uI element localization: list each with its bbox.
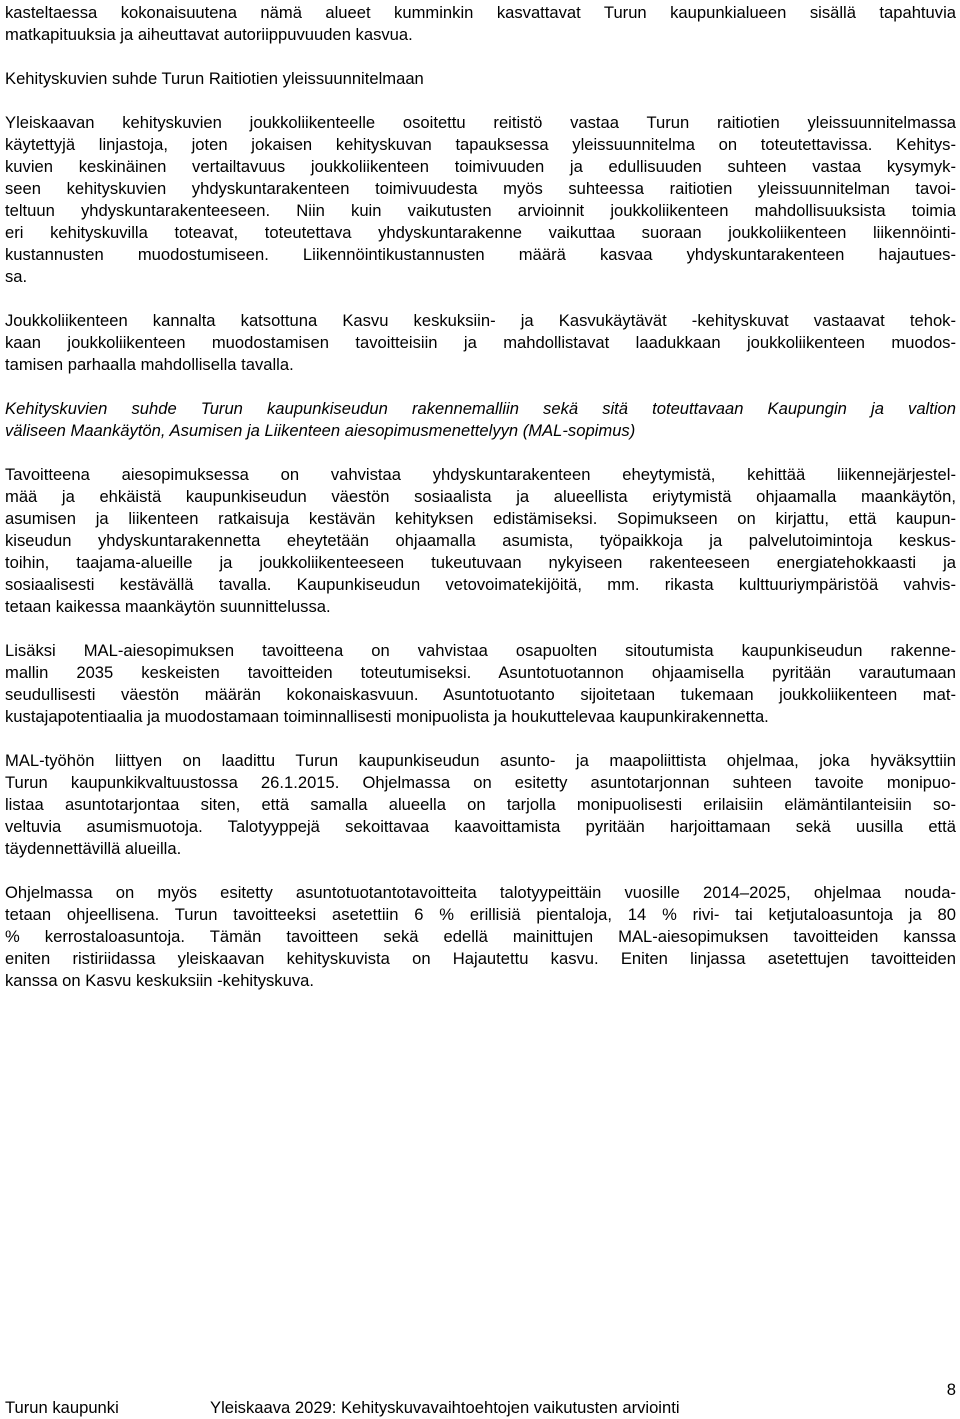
paragraph [5,112,956,288]
text-line: seen kehityskuvien yhdyskuntarakenteen toimivuudesta myös suhteessa raitiotien yleissuunnitelman tavoi- [5,179,956,198]
document-body [5,2,956,992]
text-line: Kehityskuvien suhde Turun kaupunkiseudun rakennemalliin sekä sitä toteuttavaan Kaupungin ja valtion [5,399,956,418]
text-line: veltuvia asumismuotoja. Talotyyppejä sekoittavaa kaavoittamista pyritään harjoittamaan sekä uusilla että [5,817,956,836]
text-line: mallin 2035 keskeisten tavoitteiden toteutumiseksi. Asuntotuotannon ohjaamisella pyritään varautumaan [5,663,956,682]
paragraph [5,882,956,992]
text-line: Yleiskaavan kehityskuvien joukkoliikenteelle osoitettu reitistö vastaa Turun raitiotien yleissuunnitelmassa [5,113,956,132]
text-line: sosiaalisesti kestävällä tavalla. Kaupunkiseudun vetovoimatekijöitä, mm. rikasta kulttuuriympäristöä vahvis- [5,575,956,594]
page-footer [5,1380,956,1419]
text-line: tamisen parhaalla mahdollisella tavalla. [5,355,294,374]
text-line: kanssa on Kasvu keskuksiin -kehityskuva. [5,971,314,990]
text-line: tetaan kaikessa maankäytön suunnittelussa. [5,597,331,616]
text-line: asumisen ja liikenteen ratkaisuja kestävän kehityksen edistämiseksi. Sopimukseen on kirjattu, että kaupun- [5,509,956,528]
paragraph-gap [5,46,956,68]
text-line: MAL-työhön liittyen on laadittu Turun kaupunkiseudun asunto- ja maapoliittista ohjelmaa, joka hyväksyttiin [5,751,956,770]
text-line: kustannusten muodostumiseen. Liikennöintikustannusten määrä kasvaa yhdyskuntarakenteen hajautues- [5,245,956,264]
text-line: matkapituuksia ja aiheuttavat autoriippuvuuden kasvua. [5,25,413,44]
text-line: väliseen Maankäytön, Asumisen ja Liikenteen aiesopimusmenettelyyn (MAL-sopimus) [5,421,636,440]
section-heading [5,68,956,90]
text-line: seudullisesti väestön määrän kokonaiskasvuun. Asuntotuotanto sijoitetaan tukemaan joukkoliikenteen mat- [5,685,956,704]
text-line: teltuun yhdyskuntarakenteeseen. Niin kuin vaikutusten arvioinnit joukkoliikenteen mahdollisuuksista toimia [5,201,956,220]
text-line: Kehityskuvien suhde Turun Raitiotien yleissuunnitelmaan [5,69,424,88]
text-line: Turun kaupunkikvaltuustossa 26.1.2015. Ohjelmassa on esitetty asuntotarjonnan suhteen tavoite monipuo- [5,773,956,792]
text-line: listaa asuntotarjontaa siten, että samalla alueella on tarjolla monipuolisesti erilaisiin elämäntilanteisiin so- [5,795,956,814]
text-line: sa. [5,267,28,286]
paragraph-gap [5,376,956,398]
paragraph [5,310,956,376]
paragraph-gap [5,860,956,882]
paragraph-gap [5,728,956,750]
paragraph-gap [5,442,956,464]
text-line: kuvien keskinäinen vertailtavuus joukkoliikenteen toimivuuden ja edullisuuden suhteen vastaa kysymyk- [5,157,956,176]
text-line: kustajapotentiaalia ja muodostamaan toiminnallisesti monipuolista ja houkuttelevaa kaupunkirakennetta. [5,707,769,726]
text-line: Lisäksi MAL-aiesopimuksen tavoitteena on vahvistaa osapuolten sitoutumista kaupunkiseudun rakenne- [5,641,956,660]
footer-document-title: Yleiskaava 2029: Kehityskuvavaihtoehtojen vaikutusten arviointi [210,1398,680,1417]
text-line: käytettyjä linjastoja, joten jokaisen kehityskuvan tapauksessa yleissuunnitelma on toteutettavissa. Kehitys- [5,135,956,154]
text-line: mää ja ehkäistä kaupunkiseudun väestön sosiaalista ja alueellista eriytymistä ohjaamalla maankäytön, [5,487,956,506]
paragraph-gap [5,90,956,112]
text-line: kaan joukkoliikenteen muodostamisen tavoitteisiin ja mahdollistavat laadukkaan joukkoliikenteen muodos- [5,333,956,352]
footer-organization: Turun kaupunki [5,1398,119,1417]
paragraph [5,2,956,46]
section-heading [5,398,956,442]
text-line: kiseudun yhdyskuntarakennetta eheytetään ohjaamalla asumista, työpaikkoja ja palvelutoimintoja keskus- [5,531,956,550]
text-line: eniten ristiriidassa yleiskaavan kehityskuvista on Hajautettu kasvu. Eniten linjassa asetettujen tavoitteiden [5,949,956,968]
text-line: Joukkoliikenteen kannalta katsottuna Kasvu keskuksiin- ja Kasvukäytävät -kehityskuvat vastaavat tehok- [5,311,956,330]
text-line: tetaan ohjeellisena. Turun tavoitteeksi asetettiin 6 % erillisiä pientaloja, 14 % rivi- tai ketjutaloasuntoja ja 80 [5,905,956,924]
text-line: täydennettävillä alueilla. [5,839,182,858]
page-number: 8 [946,1380,956,1399]
text-line: toihin, taajama-alueille ja joukkoliikenteeseen tukeutuvaan nykyiseen rakenteeseen energiatehokkaasti ja [5,553,956,572]
paragraph-gap [5,618,956,640]
text-line: eri kehityskuvilla toteavat, toteutettava yhdyskuntarakenne vaikuttaa suoraan joukkoliikenteen liikennöinti- [5,223,956,242]
text-line: Ohjelmassa on myös esitetty asuntotuotantotavoitteita talotyypeittäin vuosille 2014–2025, ohjelmaa nouda- [5,883,956,902]
paragraph [5,750,956,860]
paragraph [5,464,956,618]
paragraph [5,640,956,728]
text-line: Tavoitteena aiesopimuksessa on vahvistaa yhdyskuntarakenteen eheytymistä, kehittää liikennejärjestel- [5,465,956,484]
paragraph-gap [5,288,956,310]
text-line: % kerrostaloasuntoja. Tämän tavoitteen sekä edellä mainittujen MAL-aiesopimuksen tavoitteiden kanssa [5,927,956,946]
text-line: kasteltaessa kokonaisuutena nämä alueet kumminkin kasvattavat Turun kaupunkialueen sisällä tapahtuvia [5,3,956,22]
